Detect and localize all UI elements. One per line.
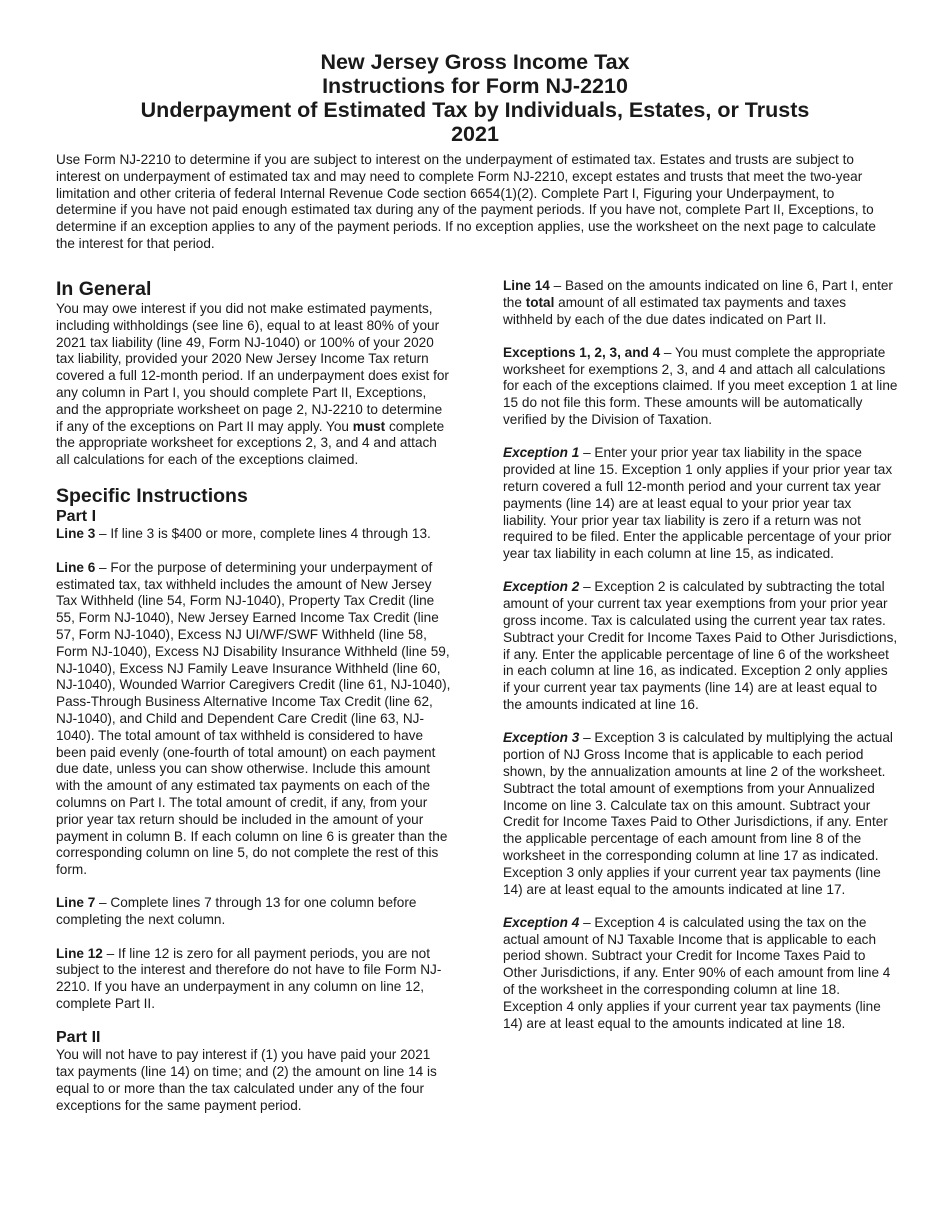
right-column (503, 278, 898, 1049)
line7-text: – Complete lines 7 through 13 for one column before completing the next column. (56, 895, 417, 928)
in-general-text-b: complete the appropriate worksheet for exceptions 2, 3, and 4 and attach all calculations for each of the exceptions claimed. (56, 418, 445, 468)
line14-label: Line 14 (503, 278, 550, 293)
intro-paragraph: Use Form NJ-2210 to determine if you are subject to interest on the underpayment of estimated tax. Estates and trusts are subject to interest on underpayment of estimated tax and may need to complete Form NJ-2210, except estates and trusts that meet the two-year limitation and other criteria of federal Internal Revenue Code section 6654(1)(2). Complete Part I, Figuring your Underpayment, to determine if you have not paid enough estimated tax during any of the payment periods. If you have not, complete Part II, Exceptions, to determine if an exception applies to any of the payment periods. If no exception applies, use the worksheet on the next page to calculate the interest for that period. (56, 152, 876, 251)
title-year: 2021 (451, 122, 499, 146)
exception4-text: – Exception 4 is calculated using the tax on the actual amount of NJ Taxable Income that is applicable to each period shown. Subtract your Credit for Income Taxes Paid to Other Jurisdictions, if any. Enter 90% of each amount from line 4 of the worksheet in the corresponding column at line 18. Exception 4 only applies if your current year tax payments (line 14) are at least equal to the amounts indicated at line 18. (503, 914, 891, 1031)
part2-paragraph: You will not have to pay interest if (1) you have paid your 2021 tax payments (line 14) on time; and (2) the amount on line 14 is equal to or more than the tax calculated under any of the four exceptions for the same payment period. (56, 1047, 437, 1113)
title-line-1: New Jersey Gross Income Tax (320, 50, 630, 74)
line14-paragraph (503, 278, 898, 328)
title-line-3: Underpayment of Estimated Tax by Individuals, Estates, or Trusts (140, 98, 810, 122)
document-title (0, 0, 950, 146)
part2-heading: Part II (56, 1029, 101, 1047)
exception3-label: Exception 3 (503, 730, 580, 746)
in-general-heading: In General (56, 278, 152, 300)
exception2-label: Exception 2 (503, 579, 580, 595)
in-general-paragraph (56, 301, 451, 469)
title-line-2: Instructions for Form NJ-2210 (322, 74, 628, 98)
line7-paragraph (56, 895, 451, 929)
line12-paragraph (56, 946, 451, 1013)
line7-label: Line 7 (56, 895, 96, 911)
line14-bold: total (525, 294, 555, 310)
exception3-text: – Exception 3 is calculated by multiplying the actual portion of NJ Gross Income that is applicable to each period shown, by the annualization amounts at line 2 of the worksheet. Subtract the total amount of exemptions from your Annualized Income on line 3. Calculate tax on this amount. Subtract your Credit for Income Taxes Paid to Other Jurisdictions, if any. Enter the applicable percentage of each amount from line 8 of the worksheet in the corresponding column at line 17 as indicated. Exception 3 only applies if your current year tax payments (line 14) are at least equal to the amounts indicated at line 17. (503, 730, 893, 897)
exceptions-label: Exceptions 1, 2, 3, and 4 (503, 344, 661, 360)
line14-text-a: – Based on the amounts indicated on line 6, Part I, enter the (503, 278, 893, 310)
exception1-text: – Enter your prior year tax liability in the space provided at line 15. Exception 1 only applies if your prior year tax return covered a full 12-month period and your current tax year payments (line 14) are at least equal to your prior year tax liability. Your prior year tax liability is zero if a return was not required to be filed. Enter the applicable percentage of your prior year tax liability in each column at line 15, as indicated. (503, 445, 893, 562)
line12-label: Line 12 (56, 945, 103, 961)
exception4-paragraph (503, 915, 898, 1033)
exceptions-paragraph (503, 345, 898, 429)
line3-label: Line 3 (56, 526, 96, 542)
exception1-paragraph (503, 445, 898, 563)
exception1-label: Exception 1 (503, 445, 580, 461)
line6-text: – For the purpose of determining your underpayment of estimated tax, tax withheld includes the amount of New Jersey Tax Withheld (line 54, Form NJ-1040), Property Tax Credit (line 55, Form NJ-1040), New Jersey Earned Income Tax Credit (line 57, Form NJ-1040), Excess NJ UI/WF/SWF Withheld (line 58, Form NJ-1040), Excess NJ Disability Insurance Withheld (line 59, NJ-1040), Excess NJ Family Leave Insurance Withheld (line 60, NJ-1040), Wounded Warrior Caregivers Credit (line 61, NJ-1040), Pass-Through Business Alternative Income Tax Credit (line 62, NJ-1040), and Child and Dependent Care Credit (line 63, NJ-1040). The total amount of tax withheld is considered to have been paid evenly (one-fourth of total amount) on each payment due date, unless you can show otherwise. Include this amount with the amount of any estimated tax payments on each of the columns on Part I. The total amount of credit, if any, from your prior year tax return should be included in the amount of your payment in column B. If each column on line 6 is greater than the corresponding column on line 5, do not complete the rest of this form. (56, 559, 451, 878)
line3-paragraph (56, 526, 451, 543)
line14-text-b: amount of all estimated tax payments and taxes withheld by each of the due dates indicated on Part II. (503, 294, 847, 327)
in-general-text-a: You may owe interest if you did not make estimated payments, including withholdings (see line 6), equal to at least 80% of your 2021 tax liability (line 49, Form NJ-1040) or 100% of your 2020 tax liability, provided your 2020 New Jersey Income Tax return covered a full 12-month period. If an underpayment does exist for any column in Part I, you should complete Part II, Exceptions, and the appropriate worksheet on page 2, NJ-2210 to determine if any of the exceptions on Part II may apply. You (56, 301, 449, 434)
exception4-label: Exception 4 (503, 914, 580, 930)
left-column (56, 278, 451, 1131)
line6-label: Line 6 (56, 559, 96, 575)
exception2-paragraph (503, 579, 898, 713)
exception3-paragraph (503, 730, 898, 898)
exceptions-text: – You must complete the appropriate worksheet for exemptions 2, 3, and 4 and attach all calculations for each of the exceptions claimed. If you meet exception 1 at line 15 do not file this form. These amounts will be automatically verified by the Division of Taxation. (503, 344, 898, 428)
line3-text: – If line 3 is $400 or more, complete lines 4 through 13. (95, 526, 431, 542)
line12-text: – If line 12 is zero for all payment periods, you are not subject to the interest and therefore do not have to file Form NJ-2210. If you have an underpayment in any column on line 12, complete Part II. (56, 945, 442, 1011)
line6-paragraph (56, 560, 451, 879)
part1-heading: Part I (56, 508, 97, 526)
in-general-bold: must (352, 418, 386, 434)
specific-instructions-heading: Specific Instructions (56, 485, 248, 508)
exception2-text: – Exception 2 is calculated by subtracting the total amount of your current tax year exemptions from your prior year gross income. Tax is calculated using the current year tax rates. Subtract your Credit for Income Taxes Paid to Other Jurisdictions, if any. Enter the applicable percentage of line 6 of the worksheet in each column at line 16, as indicated. Exception 2 only applies if your current year tax payments (line 14) are at least equal to the amounts indicated at line 16. (503, 579, 898, 713)
